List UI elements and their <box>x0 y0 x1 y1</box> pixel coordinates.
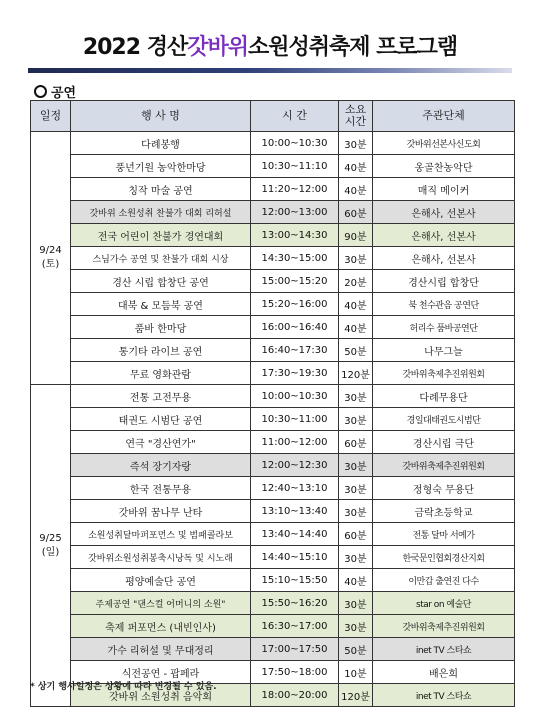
time-cell: 17:50~18:00 <box>251 661 339 684</box>
event-name-cell: 평양예술단 공연 <box>71 569 251 592</box>
header-date: 일정 <box>31 101 71 132</box>
header-name: 행 사 명 <box>71 101 251 132</box>
event-name-cell: 주제공연 "댄스컬 어머니의 소원" <box>71 592 251 615</box>
table-row <box>31 339 515 362</box>
organizer-cell: 경산시립 극단 <box>373 431 515 454</box>
organizer-cell: 허리수 품바공연단 <box>373 316 515 339</box>
table-row <box>31 178 515 201</box>
event-name-cell: 연극 "경산연가" <box>71 431 251 454</box>
organizer-cell: 갓바위축제추진위원회 <box>373 454 515 477</box>
event-name-cell: 가수 리허설 및 무대정리 <box>71 638 251 661</box>
duration-cell: 30분 <box>339 500 373 523</box>
duration-cell: 30분 <box>339 247 373 270</box>
event-name-cell: 품바 한마당 <box>71 316 251 339</box>
organizer-cell: 전통 달마 서예가 <box>373 523 515 546</box>
table-row <box>31 155 515 178</box>
event-name-cell: 갓바위 꿈나무 난타 <box>71 500 251 523</box>
organizer-cell: star on 예술단 <box>373 592 515 615</box>
footnote: * 상기 행사일정은 상황에 따라 변경될 수 있음. <box>30 682 217 692</box>
event-name-cell: 즉석 장기자랑 <box>71 454 251 477</box>
time-cell: 13:00~14:30 <box>251 224 339 247</box>
organizer-cell: 북 천수관음 공연단 <box>373 293 515 316</box>
title-pre: 경산 <box>146 35 188 60</box>
duration-cell: 40분 <box>339 155 373 178</box>
duration-cell: 30분 <box>339 546 373 569</box>
date-cell: 9/25 (일) <box>31 385 71 707</box>
organizer-cell: 갓바위축제추진위원회 <box>373 362 515 385</box>
organizer-cell: 경산시립 합창단 <box>373 270 515 293</box>
duration-cell: 120분 <box>339 362 373 385</box>
time-cell: 15:00~15:20 <box>251 270 339 293</box>
organizer-cell: 경일대태권도시범단 <box>373 408 515 431</box>
duration-cell: 90분 <box>339 224 373 247</box>
event-name-cell: 통기타 라이브 공연 <box>71 339 251 362</box>
duration-cell: 20분 <box>339 270 373 293</box>
organizer-cell: 갓바위축제추진위원회 <box>373 615 515 638</box>
time-cell: 15:50~16:20 <box>251 592 339 615</box>
date-cell: 9/24 (토) <box>31 132 71 385</box>
time-cell: 12:40~13:10 <box>251 477 339 500</box>
time-cell: 14:30~15:00 <box>251 247 339 270</box>
duration-cell: 30분 <box>339 408 373 431</box>
event-name-cell: 무료 영화관람 <box>71 362 251 385</box>
table-row <box>31 132 515 155</box>
duration-cell: 120분 <box>339 684 373 707</box>
organizer-cell: 옹골찬농악단 <box>373 155 515 178</box>
title-post: 소원성취축제 프로그램 <box>248 35 458 60</box>
event-name-cell: 스님가수 공연 및 찬불가 대회 시상 <box>71 247 251 270</box>
organizer-cell: 은해사, 선본사 <box>373 224 515 247</box>
event-name-cell: 한국 전통무용 <box>71 477 251 500</box>
time-cell: 13:40~14:40 <box>251 523 339 546</box>
duration-cell: 30분 <box>339 592 373 615</box>
duration-cell: 60분 <box>339 201 373 224</box>
time-cell: 15:10~15:50 <box>251 569 339 592</box>
table-row <box>31 224 515 247</box>
table-row <box>31 477 515 500</box>
duration-cell: 30분 <box>339 615 373 638</box>
duration-cell: 40분 <box>339 293 373 316</box>
table-row <box>31 615 515 638</box>
table-row <box>31 431 515 454</box>
time-cell: 11:20~12:00 <box>251 178 339 201</box>
table-row <box>31 592 515 615</box>
event-name-cell: 전통 고전무용 <box>71 385 251 408</box>
time-cell: 16:30~17:00 <box>251 615 339 638</box>
schedule-table <box>30 100 515 707</box>
organizer-cell: 한국문인협회경산지회 <box>373 546 515 569</box>
table-row <box>31 293 515 316</box>
duration-cell: 50분 <box>339 339 373 362</box>
event-name-cell: 다례봉행 <box>71 132 251 155</box>
title-accent: 갓바위 <box>187 35 248 60</box>
duration-cell: 30분 <box>339 385 373 408</box>
time-cell: 18:00~20:00 <box>251 684 339 707</box>
organizer-cell: inet TV 스타쇼 <box>373 638 515 661</box>
table-row <box>31 523 515 546</box>
table-row <box>31 201 515 224</box>
time-cell: 10:30~11:10 <box>251 155 339 178</box>
time-cell: 10:00~10:30 <box>251 385 339 408</box>
event-name-cell: 갓바위 소원성취 음악회 <box>71 684 251 707</box>
header-duration: 소요 시간 <box>339 101 373 132</box>
organizer-cell: 나무그늘 <box>373 339 515 362</box>
time-cell: 16:00~16:40 <box>251 316 339 339</box>
time-cell: 14:40~15:10 <box>251 546 339 569</box>
event-name-cell: 소원성취달마퍼포먼스 및 범패콜라보 <box>71 523 251 546</box>
organizer-cell: inet TV 스타쇼 <box>373 684 515 707</box>
time-cell: 13:10~13:40 <box>251 500 339 523</box>
time-cell: 12:00~12:30 <box>251 454 339 477</box>
section-heading <box>34 82 76 101</box>
time-cell: 15:20~16:00 <box>251 293 339 316</box>
title-underline <box>28 68 512 73</box>
table-row <box>31 638 515 661</box>
table-row <box>31 385 515 408</box>
organizer-cell: 다례무용단 <box>373 385 515 408</box>
duration-cell: 30분 <box>339 454 373 477</box>
organizer-cell: 이만갑 출연진 다수 <box>373 569 515 592</box>
event-name-cell: 갓바위소원성취봉축시낭독 및 시노래 <box>71 546 251 569</box>
table-row <box>31 247 515 270</box>
duration-cell: 40분 <box>339 316 373 339</box>
event-name-cell: 갓바위 소원성취 찬불가 대회 리허설 <box>71 201 251 224</box>
table-row <box>31 270 515 293</box>
time-cell: 11:00~12:00 <box>251 431 339 454</box>
event-name-cell: 전국 어린이 찬불가 경연대회 <box>71 224 251 247</box>
table-row <box>31 500 515 523</box>
time-cell: 16:40~17:30 <box>251 339 339 362</box>
event-name-cell: 칭작 마술 공연 <box>71 178 251 201</box>
table-row <box>31 408 515 431</box>
header-time: 시 간 <box>251 101 339 132</box>
time-cell: 12:00~13:00 <box>251 201 339 224</box>
table-header-row <box>31 101 515 132</box>
title-year: 2022 <box>82 35 141 60</box>
header-organizer: 주관단체 <box>373 101 515 132</box>
table-row <box>31 454 515 477</box>
time-cell: 10:30~11:00 <box>251 408 339 431</box>
page-title <box>0 30 540 61</box>
organizer-cell: 은해사, 선본사 <box>373 201 515 224</box>
duration-cell: 60분 <box>339 523 373 546</box>
circle-bullet-icon <box>34 85 47 98</box>
duration-cell: 10분 <box>339 661 373 684</box>
table-row <box>31 362 515 385</box>
event-name-cell: 대북 & 모듬북 공연 <box>71 293 251 316</box>
duration-cell: 30분 <box>339 132 373 155</box>
organizer-cell: 갓바위선본사신도회 <box>373 132 515 155</box>
table-body <box>31 132 515 707</box>
duration-cell: 40분 <box>339 178 373 201</box>
table-row <box>31 569 515 592</box>
table-row <box>31 316 515 339</box>
time-cell: 17:30~19:30 <box>251 362 339 385</box>
event-name-cell: 식전공연 - 팝페라 <box>71 661 251 684</box>
table-row <box>31 546 515 569</box>
organizer-cell: 배은희 <box>373 661 515 684</box>
event-name-cell: 축제 퍼포먼스 (내빈인사) <box>71 615 251 638</box>
organizer-cell: 매직 메이커 <box>373 178 515 201</box>
duration-cell: 40분 <box>339 569 373 592</box>
section-label: 공연 <box>51 86 77 101</box>
duration-cell: 50분 <box>339 638 373 661</box>
organizer-cell: 정형숙 무용단 <box>373 477 515 500</box>
organizer-cell: 은해사, 선본사 <box>373 247 515 270</box>
event-name-cell: 경산 시립 합창단 공연 <box>71 270 251 293</box>
event-name-cell: 태권도 시범단 공연 <box>71 408 251 431</box>
time-cell: 17:00~17:50 <box>251 638 339 661</box>
time-cell: 10:00~10:30 <box>251 132 339 155</box>
event-name-cell: 풍년기원 농악한마당 <box>71 155 251 178</box>
duration-cell: 60분 <box>339 431 373 454</box>
duration-cell: 30분 <box>339 477 373 500</box>
organizer-cell: 금락초등학교 <box>373 500 515 523</box>
